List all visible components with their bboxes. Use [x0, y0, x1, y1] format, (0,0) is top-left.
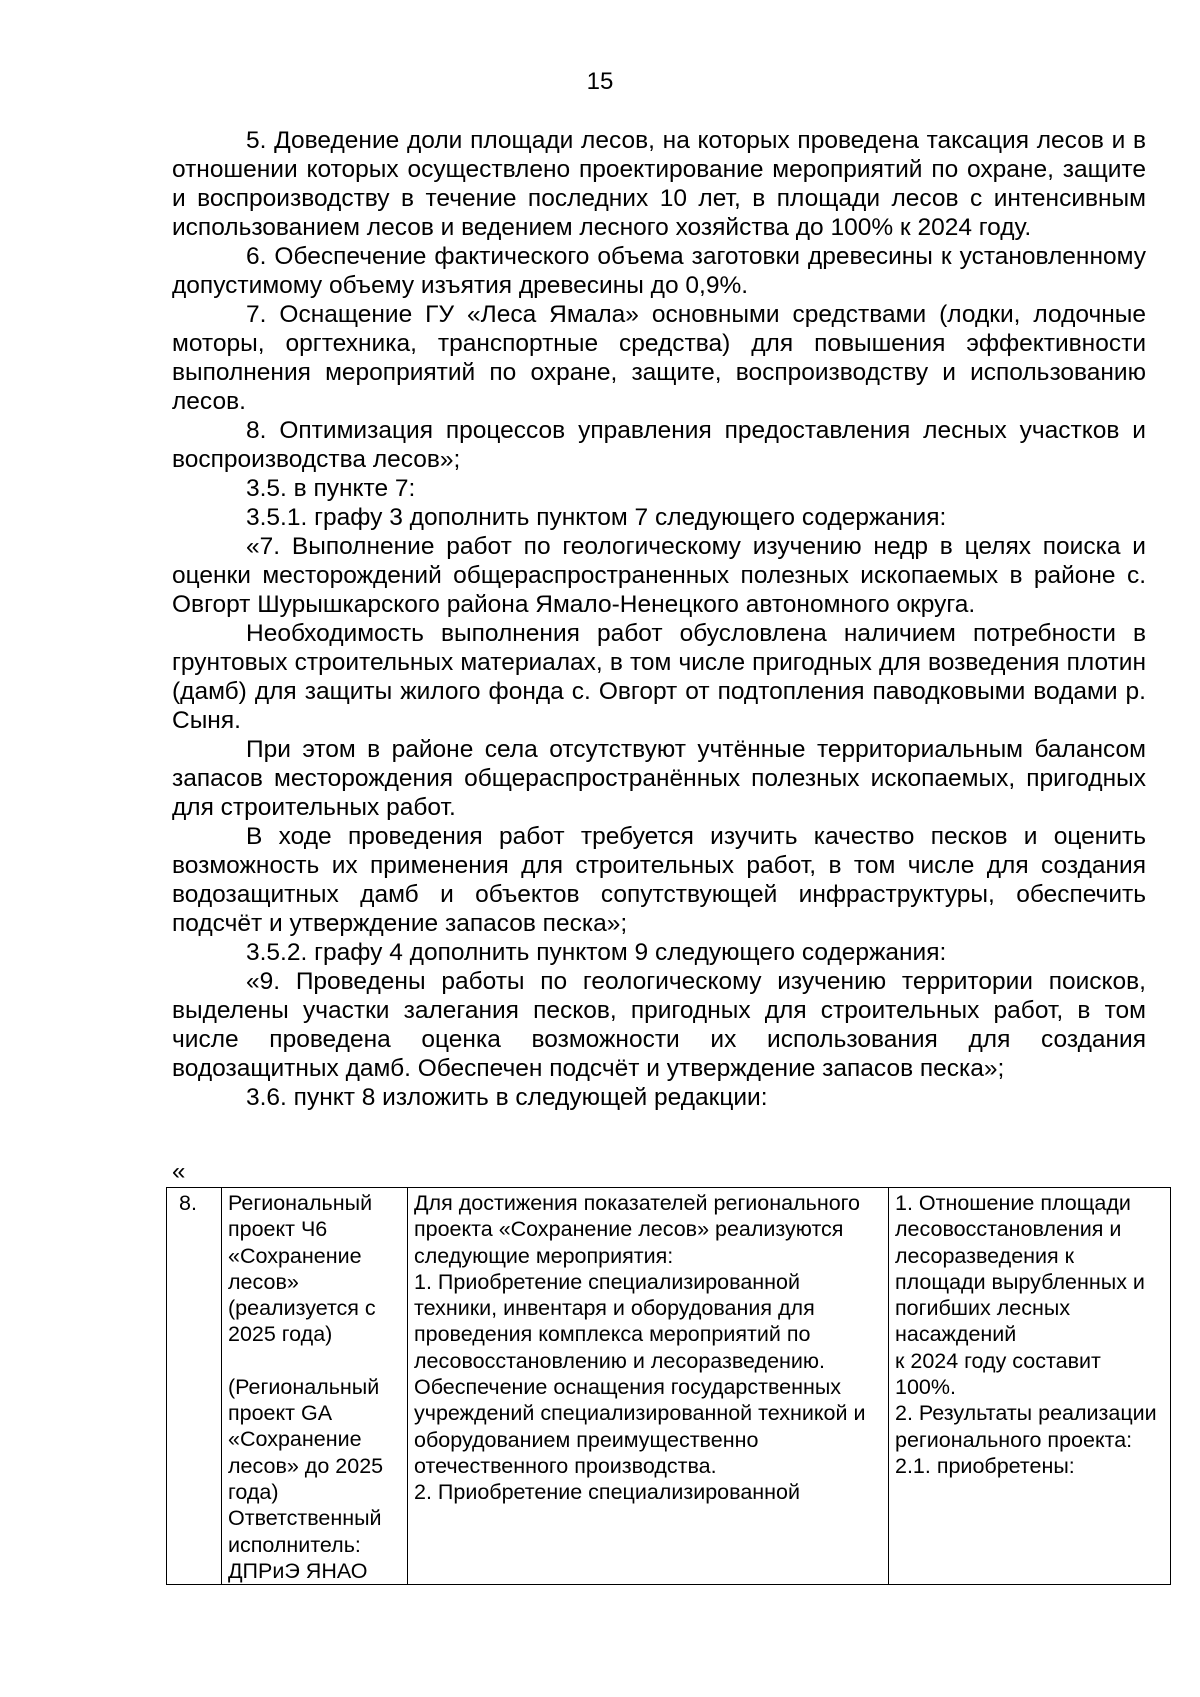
results-item-2: 2. Результаты реализации регионального проекта: — [895, 1401, 1157, 1452]
paragraph-no-deposits: При этом в районе села отсутствуют учтённые территориальным балансом запасов месторождения общераспространённых полезных ископаемых, пригодных для строительных работ. — [172, 736, 1146, 821]
page-number: 15 — [586, 68, 614, 95]
project-previous-name: (Региональный проект GA «Сохранение лесов» до 2025 года) — [228, 1374, 384, 1504]
paragraph-item-8: 8. Оптимизация процессов управления предоставления лесных участков и воспроизводства лесов»; — [172, 417, 1146, 473]
results-target: к 2024 году составит 100%. — [895, 1348, 1101, 1400]
results-item-2-1: 2.1. приобретены: — [895, 1453, 1075, 1478]
project-cell — [222, 1188, 408, 1585]
events-item-1: 1. Приобретение специализированной техники, инвентаря и оборудования для проведения комплекса мероприятий по лесовосстановлению и лесоразведению. — [414, 1269, 826, 1373]
events-cell — [408, 1188, 889, 1585]
results-cell — [889, 1188, 1171, 1585]
paragraph-quoted-item-7: «7. Выполнение работ по геологическому изучению недр в целях поиска и оценки месторождений общераспространенных полезных ископаемых в районе с. Овгорт Шурышкарского района Ямало-Ненецкого автономного округа. — [172, 533, 1146, 618]
events-item-2: 2. Приобретение специализированной — [414, 1480, 800, 1505]
document-body — [172, 126, 1146, 1112]
row-number-cell: 8. — [167, 1188, 222, 1585]
paragraph-item-7: 7. Оснащение ГУ «Леса Ямала» основными средствами (лодки, лодочные моторы, оргтехника, транспортные средства) для повышения эффективности выполнения мероприятий по охране, защите, воспроизводству и использованию лесов. — [172, 301, 1146, 415]
paragraph-section-3-5-2: 3.5.2. графу 4 дополнить пунктом 9 следующего содержания: — [246, 939, 947, 966]
project-name: Региональный проект Ч6 «Сохранение лесов» (реализуется с 2025 года) — [228, 1191, 376, 1347]
paragraph-work-scope: В ходе проведения работ требуется изучить качество песков и оценить возможность их применения для строительных работ, в том числе для создания водозащитных дамб и объектов сопутствующей инфраструктуры, обеспечить подсчёт и утверждение запасов песка»; — [172, 823, 1146, 937]
events-equipment-note: Обеспечение оснащения государственных учреждений специализированной техникой и оборудованием преимущественно отечественного производства. — [414, 1375, 866, 1478]
paragraph-necessity: Необходимость выполнения работ обусловлена наличием потребности в грунтовых строительных материалах, в том числе пригодных для возведения плотин (дамб) для защиты жилого фонда с. Овгорт от подтопления паводковыми водами р. Сыня. — [172, 620, 1146, 734]
paragraph-item-5: 5. Доведение доли площади лесов, на которых проведена таксация лесов и в отношении которых осуществлено проектирование мероприятий по охране, защите и воспроизводству в течение последних 10 лет, в площади лесов с интенсивным использованием лесов и ведением лесного хозяйства до 100% к 2024 году. — [172, 127, 1146, 241]
events-intro: Для достижения показателей регионального проекта «Сохранение лесов» реализуются следующие мероприятия: — [414, 1191, 860, 1268]
paragraph-section-3-5: 3.5. в пункте 7: — [246, 475, 416, 502]
opening-quote-mark: « — [172, 1158, 186, 1185]
paragraph-quoted-item-9: «9. Проведены работы по геологическому изучению территории поисков, выделены участки залегания песков, пригодных для строительных работ, в том числе проведена оценка возможности их использования для создания водозащитных дамб. Обеспечен подсчёт и утверждение запасов песка»; — [172, 968, 1146, 1082]
paragraph-section-3-5-1: 3.5.1. графу 3 дополнить пунктом 7 следующего содержания: — [246, 504, 947, 531]
results-item-1: 1. Отношение площади лесовосстановления и лесоразведения к площади вырубленных и погибших лесных насаждений — [895, 1191, 1145, 1347]
paragraph-item-6: 6. Обеспечение фактического объема заготовки древесины к установленному допустимому объему изъятия древесины до 0,9%. — [172, 243, 1146, 299]
table-row — [167, 1188, 1171, 1585]
project-responsible: Ответственный исполнитель: ДПРиЭ ЯНАО — [228, 1506, 382, 1583]
paragraph-section-3-6: 3.6. пункт 8 изложить в следующей редакции: — [246, 1084, 768, 1111]
project-table — [166, 1187, 1164, 1585]
